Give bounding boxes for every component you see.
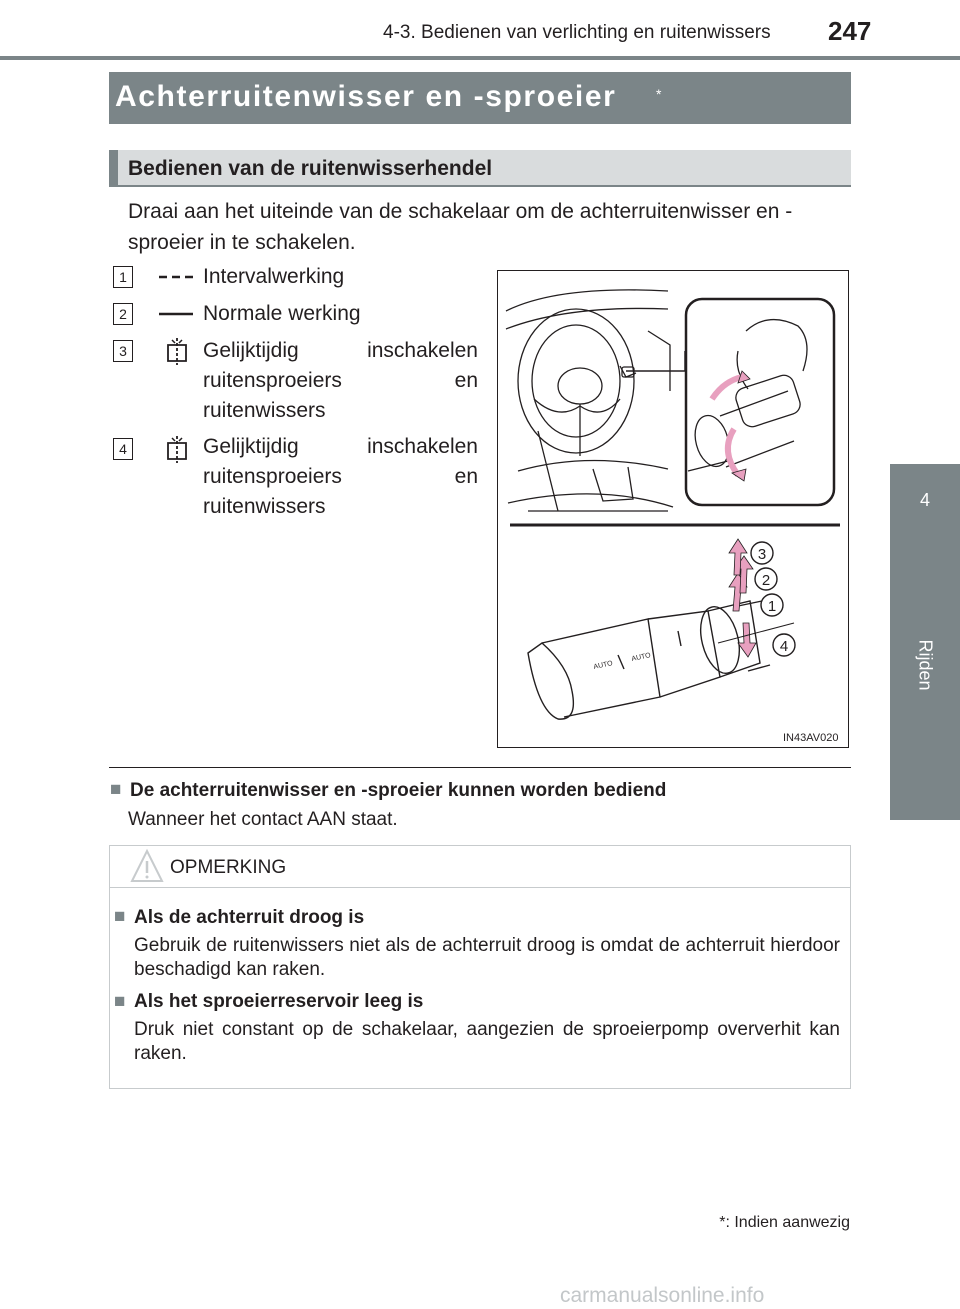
item-text-3: Gelijktijdig inschakelen ruitensproeiers en ruitenwissers	[203, 339, 478, 422]
note-label: OPMERKING	[170, 857, 287, 878]
callout-2: 2	[761, 572, 771, 589]
callout-4: 4	[779, 638, 789, 655]
item-text-4: Gelijktijdig inschakelen ruitensproeiers en ruitenwissers	[203, 435, 478, 518]
wiper-lever-illustration	[497, 270, 849, 748]
side-tab-label-wrap	[900, 610, 950, 720]
item-text-2: Normale werking	[203, 302, 361, 325]
note-item-title-2: Als het sproeierreservoir leeg is	[134, 991, 424, 1012]
item-number-1: 1	[113, 266, 133, 288]
section-title: De achterruitenwisser en -sproeier kunnen worden bediend	[130, 780, 667, 801]
subtitle-accent	[109, 150, 118, 187]
note-item-body-1: Gebruik de ruitenwissers niet als de achterruit droog is omdat de achterruit hierdoor beschadigd kan raken.	[134, 935, 840, 980]
footnote	[660, 1214, 850, 1232]
arrow-4	[738, 623, 756, 657]
item-number-2: 2	[113, 303, 133, 325]
square-bullet-icon: ■	[110, 779, 122, 800]
lever-base	[528, 643, 573, 719]
note-item-title-1: Als de achterruit droog is	[134, 907, 365, 928]
rear-washer-icon	[164, 434, 190, 464]
illustration-drawing	[498, 271, 848, 747]
callout-1: 1	[767, 598, 777, 615]
section-body: Wanneer het contact AAN staat.	[128, 809, 398, 830]
note-item-body-2: Druk niet constant op de schakelaar, aangezien de sproeierpomp oververhit kan raken.	[134, 1019, 840, 1064]
page-number: 247	[828, 16, 872, 46]
solid-line-icon	[158, 307, 194, 321]
footnote-text: : Indien aanwezig	[725, 1214, 850, 1231]
page-title: Achterruitenwisser en -sproeier	[115, 80, 617, 113]
dashed-line-icon	[158, 270, 194, 284]
subtitle: Bedienen van de ruitenwisserhendel	[128, 157, 493, 180]
side-tab-number: 4	[919, 490, 930, 510]
square-bullet-icon: ■	[114, 906, 126, 927]
intro-paragraph: Draai aan het uiteinde van de schakelaar om de achterruitenwisser en -sproeier in te schakelen.	[128, 200, 793, 254]
title-asterisk: *	[656, 86, 662, 102]
figure-code: IN43AV020	[783, 732, 839, 744]
callout-3: 3	[757, 546, 767, 563]
zoom-detail-box	[686, 299, 834, 505]
header-chapter-title: 4-3. Bedienen van verlichting en ruitenwissers	[383, 22, 771, 43]
rear-washer-icon	[164, 336, 190, 366]
item-number-3: 3	[113, 340, 133, 362]
warning-triangle-icon	[130, 848, 164, 884]
lever-auto-label-1: AUTO	[592, 660, 614, 671]
footnote-star: *	[719, 1214, 726, 1231]
header-divider	[0, 56, 960, 60]
side-tab-label: Rijden	[915, 639, 936, 691]
lever-auto-label-2: AUTO	[630, 652, 652, 663]
section-rule	[109, 767, 851, 768]
watermark: carmanualsonline.info	[560, 1284, 765, 1307]
note-divider	[110, 887, 850, 888]
item-text-1: Intervalwerking	[203, 265, 345, 288]
item-number-4: 4	[113, 438, 133, 460]
steering-wheel	[518, 309, 634, 453]
square-bullet-icon: ■	[114, 991, 126, 1012]
